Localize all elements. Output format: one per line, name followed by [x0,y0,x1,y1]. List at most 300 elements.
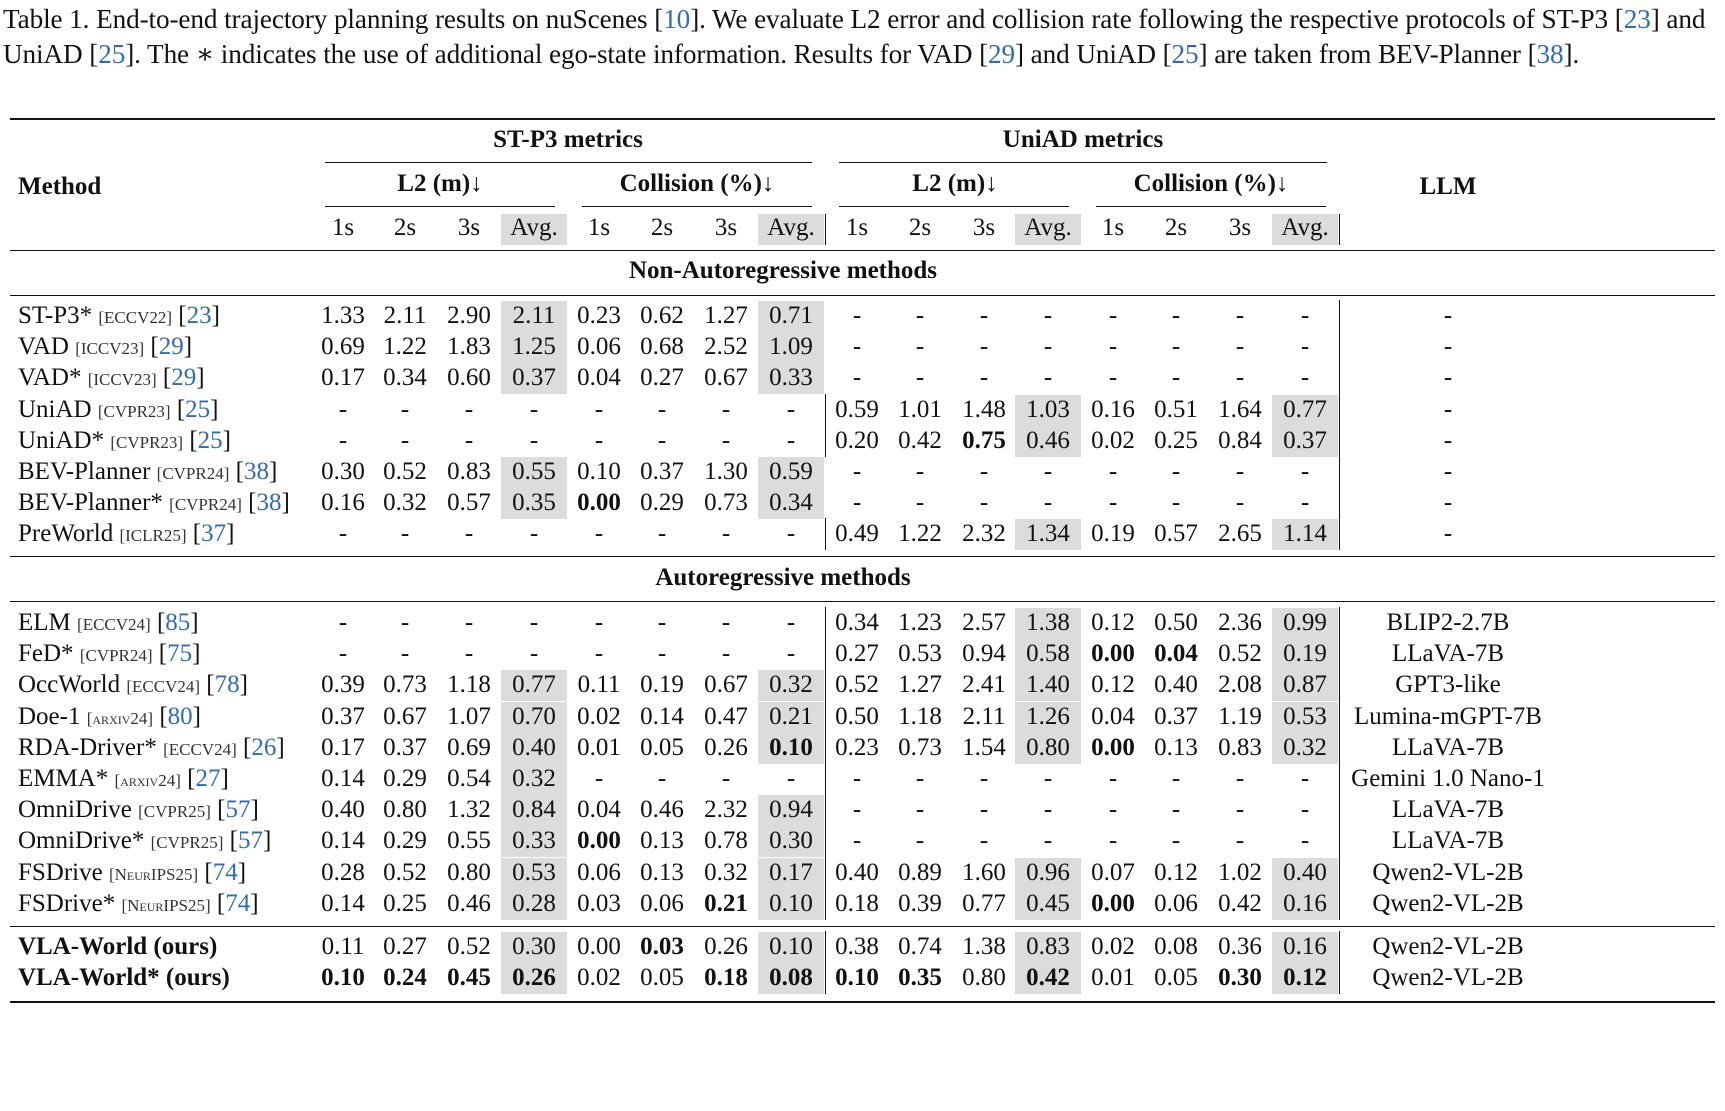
value-cell: 0.37 [640,458,684,485]
empty-cell: - [594,765,604,792]
empty-cell: - [915,364,925,392]
value-cell: 1.19 [1218,702,1262,730]
citation-link[interactable]: 23 [1623,4,1651,34]
empty-cell: - [1171,796,1181,824]
value-cell: 0.35 [898,964,942,991]
citation-link[interactable]: 80 [167,702,193,730]
venue-tag: [NeurIPS25] [108,864,199,884]
value-cell: 0.38 [835,933,879,960]
value-cell: 0.42 [1218,889,1262,917]
citation-link[interactable]: 10 [663,4,691,34]
method-name: BEV-Planner [18,458,151,485]
value-cell: 0.30 [512,933,556,960]
value-cell: 0.23 [835,733,879,761]
citation-link[interactable]: 75 [167,640,193,668]
value-cell: 0.18 [704,964,748,991]
empty-cell: - [721,520,731,548]
value-cell: 0.04 [577,796,621,824]
subheader-2s: 2s [1164,214,1188,241]
empty-cell: - [1108,489,1118,517]
value-cell: 0.19 [1091,520,1135,548]
citation-link[interactable]: 25 [1171,39,1199,69]
value-cell: 0.17 [321,733,365,761]
header-uniad-l2: L2 (m)↓ [912,170,998,197]
citation-link[interactable]: 37 [201,520,227,548]
column-divider [825,518,826,550]
value-cell: 0.37 [1154,702,1198,730]
method-name-cell: FSDrive [NeurIPS25] [74] [18,858,247,886]
value-cell: 2.11 [512,302,556,329]
value-cell: 0.73 [383,671,427,699]
empty-cell: - [852,364,862,392]
value-cell: 0.01 [1091,964,1135,991]
citation-link[interactable]: 38 [256,489,282,517]
value-cell: 0.14 [321,827,365,855]
empty-cell: - [1300,302,1310,329]
citation-link[interactable]: 57 [237,827,263,855]
value-cell: 0.13 [640,827,684,855]
citation-link[interactable]: 29 [171,364,197,392]
empty-cell: - [464,520,474,548]
value-cell: 0.52 [447,933,491,960]
value-cell: 0.11 [321,933,365,960]
llm-cell: Qwen2-VL-2B [1372,964,1524,991]
value-cell: 0.46 [640,796,684,824]
citation-link[interactable]: 57 [225,796,251,824]
empty-cell: - [657,395,667,423]
empty-cell: - [1235,827,1245,855]
value-cell: 1.27 [898,671,942,699]
llm-cell: - [1443,520,1453,548]
method-name-cell: FeD* [CVPR24] [75] [18,640,201,668]
value-cell: 1.18 [447,671,491,699]
header-rule [10,250,1715,251]
subheader-avg: Avg. [1281,214,1329,241]
llm-cell: Qwen2-VL-2B [1372,933,1524,960]
value-cell: 0.34 [383,364,427,392]
empty-cell: - [529,395,539,423]
value-cell: 0.84 [1218,426,1262,454]
value-cell: 0.50 [835,702,879,730]
empty-cell: - [594,426,604,454]
empty-cell: - [721,395,731,423]
value-cell: 1.34 [1026,520,1070,548]
empty-cell: - [721,640,731,668]
value-cell: 0.52 [383,858,427,886]
empty-cell: - [786,609,796,636]
citation-link[interactable]: 38 [1536,39,1564,69]
subheader-1s: 1s [1101,214,1125,241]
bottom-rule [10,1001,1715,1003]
venue-tag: [CVPR23] [97,401,171,421]
value-cell: 0.23 [577,302,621,329]
value-cell: 0.59 [769,458,813,485]
empty-cell: - [1108,827,1118,855]
value-cell: 0.45 [1026,889,1070,917]
value-cell: 0.16 [321,489,365,517]
value-cell: 0.40 [512,733,556,761]
value-cell: 0.52 [835,671,879,699]
empty-cell: - [786,765,796,792]
value-cell: 0.55 [447,827,491,855]
citation-link[interactable]: 78 [214,671,240,699]
value-cell: 0.89 [898,858,942,886]
value-cell: 1.22 [383,333,427,361]
subheader-2s: 2s [393,214,417,241]
value-cell: 0.27 [835,640,879,668]
method-name-cell: UniAD [CVPR23] [25] [18,395,219,423]
value-cell: 1.60 [962,858,1006,886]
value-cell: 1.14 [1283,520,1327,548]
value-cell: 0.00 [577,489,621,517]
method-name-cell: VAD* [ICCV23] [29] [18,364,205,392]
value-cell: 0.69 [447,733,491,761]
empty-cell: - [1235,333,1245,361]
value-cell: 0.77 [1283,395,1327,423]
empty-cell: - [464,426,474,454]
column-divider [1339,931,1340,994]
value-cell: 0.37 [321,702,365,730]
value-cell: 0.45 [447,964,491,991]
venue-tag: [CVPR24] [156,464,230,483]
llm-cell: - [1443,489,1453,517]
empty-cell: - [852,302,862,329]
value-cell: 0.20 [835,426,879,454]
value-cell: 0.33 [512,827,556,855]
value-cell: 1.26 [1026,702,1070,730]
citation-link[interactable]: 85 [165,609,191,636]
value-cell: 1.54 [962,733,1006,761]
value-cell: 0.80 [1026,733,1070,761]
method-name-cell: PreWorld [ICLR25] [37] [18,520,235,548]
value-cell: 0.10 [577,458,621,485]
empty-cell: - [1108,364,1118,392]
value-cell: 0.21 [704,889,748,917]
value-cell: 0.03 [577,889,621,917]
value-cell: 0.08 [1154,933,1198,960]
method-name-cell: UniAD* [CVPR23] [25] [18,426,231,454]
value-cell: 0.58 [1026,640,1070,668]
empty-cell: - [464,609,474,636]
method-name: PreWorld [18,520,114,548]
value-cell: 0.00 [577,827,621,855]
value-cell: 0.28 [321,858,365,886]
value-cell: 0.04 [1154,640,1198,668]
value-cell: 0.01 [577,733,621,761]
venue-tag: [ICCV23] [87,370,157,390]
citation-link[interactable]: 27 [195,765,221,792]
subheader-avg: Avg. [1024,214,1072,241]
empty-cell: - [464,395,474,423]
value-cell: 0.29 [640,489,684,517]
empty-cell: - [338,426,348,454]
value-cell: 0.42 [898,426,942,454]
section-rule [10,556,1715,557]
llm-cell: - [1443,364,1453,392]
value-cell: 0.30 [1218,964,1262,991]
value-cell: 0.57 [1154,520,1198,548]
value-cell: 1.30 [704,458,748,485]
method-name-cell: OccWorld [ECCV24] [78] [18,671,248,699]
value-cell: 0.39 [321,671,365,699]
method-name-cell: OmniDrive* [CVPR25] [57] [18,827,272,855]
empty-cell: - [786,426,796,454]
column-divider [825,607,826,920]
empty-cell: - [915,765,925,792]
empty-cell: - [852,489,862,517]
subheader-avg: Avg. [767,214,815,241]
method-name: OmniDrive* [18,827,145,855]
value-cell: 0.04 [577,364,621,392]
l2-underline [325,206,555,207]
column-divider [1339,425,1340,457]
column-divider [1339,214,1340,245]
value-cell: 0.26 [704,933,748,960]
value-cell: 0.06 [577,333,621,361]
value-cell: 0.99 [1283,609,1327,636]
subheader-3s: 3s [972,214,996,241]
column-divider [1339,518,1340,550]
value-cell: 0.67 [704,364,748,392]
column-divider [1339,607,1340,920]
venue-tag: [ECCV24] [163,739,237,759]
empty-cell: - [1108,796,1118,824]
method-name-cell: Doe-1 [arxiv24] [80] [18,702,201,730]
value-cell: 0.62 [640,302,684,329]
empty-cell: - [1108,458,1118,485]
value-cell: 0.25 [1154,426,1198,454]
citation-link[interactable]: 25 [98,39,126,69]
citation-link[interactable]: 74 [225,889,251,917]
value-cell: 0.00 [1091,640,1135,668]
header-llm: LLM [1419,173,1477,200]
subheader-1s: 1s [845,214,869,241]
value-cell: 0.14 [321,889,365,917]
empty-cell: - [657,640,667,668]
venue-tag: [ECCV22] [98,308,173,327]
citation-link[interactable]: 38 [243,458,269,485]
value-cell: 0.59 [835,395,879,423]
method-name-cell: RDA-Driver* [ECCV24] [26] [18,733,285,761]
empty-cell: - [721,609,731,636]
value-cell: 0.33 [769,364,813,392]
citation-link[interactable]: 29 [988,39,1016,69]
value-cell: 0.34 [769,489,813,517]
value-cell: 0.02 [577,702,621,730]
value-cell: 0.77 [962,889,1006,917]
venue-tag: [ICLR25] [119,526,187,546]
section-title: Autoregressive methods [655,564,911,591]
value-cell: 0.21 [769,702,813,730]
citation-link[interactable]: 29 [158,333,184,361]
value-cell: 0.54 [447,765,491,792]
value-cell: 0.74 [898,933,942,960]
value-cell: 0.47 [704,702,748,730]
value-cell: 0.11 [577,671,621,699]
method-name: UniAD [18,395,92,423]
value-cell: 2.32 [962,520,1006,548]
value-cell: 0.02 [1091,426,1135,454]
empty-cell: - [852,827,862,855]
section-rule [10,601,1715,602]
method-name: ST-P3* [18,302,93,329]
column-divider [1339,487,1340,519]
empty-cell: - [1300,796,1310,824]
header-uniad-metrics: UniAD metrics [1002,126,1164,153]
citation-link[interactable]: 74 [212,858,238,886]
llm-cell: - [1443,302,1453,329]
header-stp3-metrics: ST-P3 metrics [493,126,643,153]
empty-cell: - [1043,827,1053,855]
value-cell: 0.05 [640,964,684,991]
top-rule [10,118,1715,120]
empty-cell: - [657,426,667,454]
value-cell: 0.57 [447,489,491,517]
value-cell: 0.30 [321,458,365,485]
citation-link[interactable]: 25 [185,395,211,423]
value-cell: 0.52 [1218,640,1262,668]
value-cell: 0.10 [769,889,813,917]
empty-cell: - [1043,765,1053,792]
empty-cell: - [1171,333,1181,361]
value-cell: 0.16 [1283,933,1327,960]
llm-cell: Qwen2-VL-2B [1372,858,1524,886]
method-name: Doe-1 [18,702,81,730]
value-cell: 1.32 [447,796,491,824]
value-cell: 0.80 [962,964,1006,991]
citation-link[interactable]: 26 [251,733,277,761]
uniad-underline [839,162,1327,163]
empty-cell: - [400,609,410,636]
value-cell: 1.23 [898,609,942,636]
value-cell: 0.28 [512,889,556,917]
empty-cell: - [979,333,989,361]
llm-cell: GPT3-like [1395,671,1501,699]
value-cell: 0.40 [1154,671,1198,699]
value-cell: 0.37 [512,364,556,392]
value-cell: 0.78 [704,827,748,855]
value-cell: 0.24 [383,964,427,991]
value-cell: 2.52 [704,333,748,361]
value-cell: 0.17 [769,858,813,886]
value-cell: 0.12 [1091,609,1135,636]
venue-tag: [arxiv24] [114,771,181,790]
value-cell: 0.16 [1091,395,1135,423]
empty-cell: - [786,520,796,548]
venue-tag: [NeurIPS25] [121,895,211,915]
value-cell: 1.48 [962,395,1006,423]
method-name-cell: FSDrive* [NeurIPS25] [74] [18,889,259,917]
value-cell: 0.77 [512,671,556,699]
value-cell: 0.10 [835,964,879,991]
value-cell: 2.90 [447,302,491,329]
value-cell: 0.69 [321,333,365,361]
value-cell: 0.17 [321,364,365,392]
empty-cell: - [338,520,348,548]
empty-cell: - [1235,364,1245,392]
value-cell: 0.12 [1283,964,1327,991]
empty-cell: - [1300,827,1310,855]
value-cell: 1.07 [447,702,491,730]
method-name-cell: OmniDrive [CVPR25] [57] [18,796,259,824]
value-cell: 1.83 [447,333,491,361]
llm-cell: LLaVA-7B [1391,827,1505,855]
empty-cell: - [979,302,989,329]
empty-cell: - [915,827,925,855]
value-cell: 0.49 [835,520,879,548]
llm-cell: Qwen2-VL-2B [1372,889,1524,917]
column-divider [825,214,826,245]
value-cell: 1.25 [512,333,556,361]
empty-cell: - [1171,458,1181,485]
citation-link[interactable]: 23 [186,302,212,329]
empty-cell: - [338,395,348,423]
value-cell: 0.46 [447,889,491,917]
empty-cell: - [529,520,539,548]
column-divider [1339,394,1340,426]
column-divider [1339,456,1340,488]
value-cell: 0.36 [1218,933,1262,960]
value-cell: 0.13 [640,858,684,886]
section-rule [10,295,1715,296]
empty-cell: - [400,426,410,454]
empty-cell: - [721,426,731,454]
header-uniad-collision: Collision (%)↓ [1133,170,1289,197]
empty-cell: - [786,640,796,668]
empty-cell: - [594,609,604,636]
llm-cell: - [1443,333,1453,361]
value-cell: 0.26 [704,733,748,761]
method-name: EMMA* [18,765,109,792]
value-cell: 0.96 [1026,858,1070,886]
header-stp3-l2: L2 (m)↓ [397,170,483,197]
empty-cell: - [657,765,667,792]
empty-cell: - [1300,333,1310,361]
collision-underline [582,206,812,207]
empty-cell: - [1108,333,1118,361]
value-cell: 0.00 [577,933,621,960]
value-cell: 0.83 [447,458,491,485]
value-cell: 0.07 [1091,858,1135,886]
value-cell: 0.16 [1283,889,1327,917]
table-caption: Table 1. End-to-end trajectory planning results on nuScenes [10]. We evaluate L2 error and collision rate following the respective protocols of ST-P3 [23] and UniAD [25]. The ∗ indicates the use of additional ego-state information. Results for VAD [29] and UniAD [25] are taken from BEV-Planner [38]. [3,4,1706,69]
value-cell: 0.73 [898,733,942,761]
value-cell: 1.33 [321,302,365,329]
citation-link[interactable]: 25 [197,426,223,454]
method-name: BEV-Planner* [18,489,163,517]
value-cell: 0.05 [1154,964,1198,991]
method-name: OmniDrive [18,796,132,824]
value-cell: 0.02 [1091,933,1135,960]
value-cell: 0.12 [1091,671,1135,699]
value-cell: 2.08 [1218,671,1262,699]
value-cell: 0.67 [704,671,748,699]
empty-cell: - [979,489,989,517]
empty-cell: - [657,520,667,548]
value-cell: 0.94 [962,640,1006,668]
value-cell: 0.27 [640,364,684,392]
empty-cell: - [915,458,925,485]
venue-tag: [ICCV23] [75,339,145,359]
value-cell: 0.73 [704,489,748,517]
value-cell: 0.19 [1283,640,1327,668]
value-cell: 0.34 [835,609,879,636]
value-cell: 0.40 [835,858,879,886]
empty-cell: - [338,609,348,636]
value-cell: 0.51 [1154,395,1198,423]
caption-label: Table 1. [3,4,90,34]
value-cell: 0.53 [898,640,942,668]
